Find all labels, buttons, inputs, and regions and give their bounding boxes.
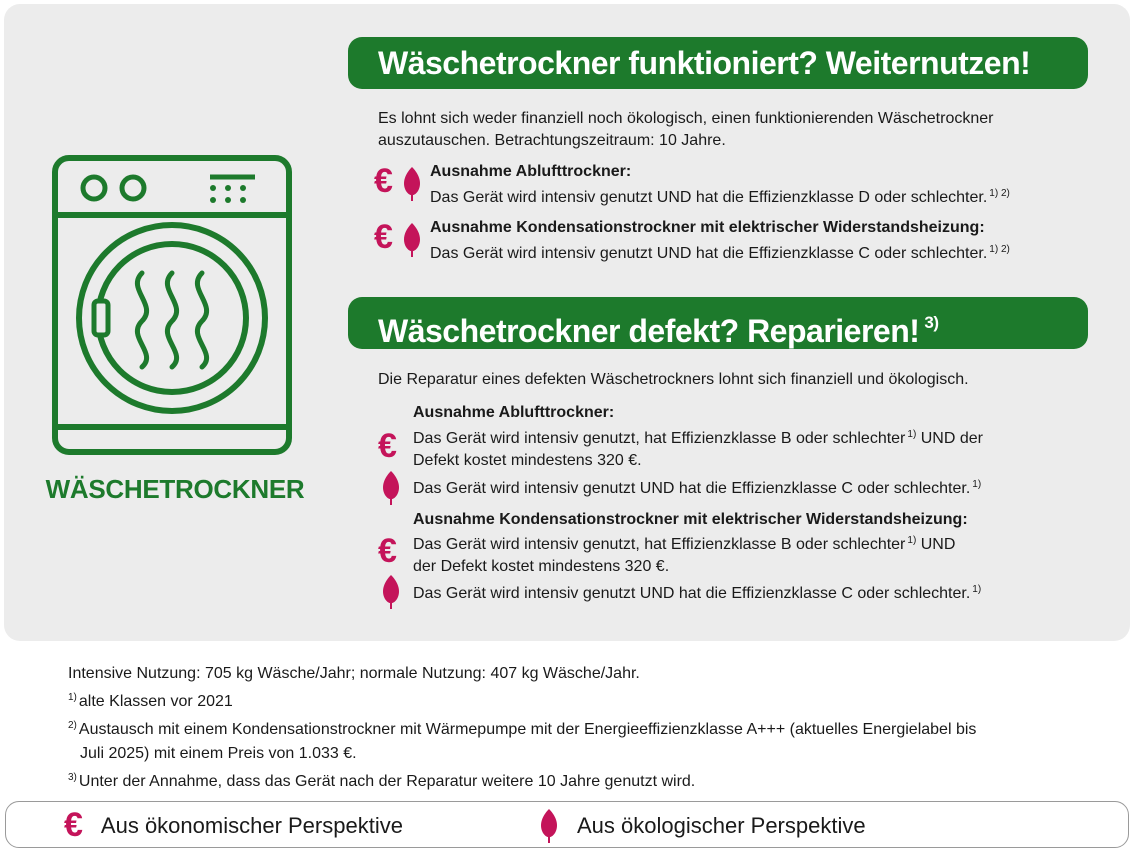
- s2-exception-1-ecological: Das Gerät wird intensiv genutzt UND hat die Effizienzklasse C oder schlechter. $^{1)}$: [413, 479, 982, 497]
- euro-icon: €: [374, 218, 393, 256]
- footnote-ref: 1) 2): [989, 188, 1010, 199]
- euro-icon: €: [378, 532, 397, 570]
- s1-exception-ablufttrockner: [430, 161, 1120, 209]
- s1-exception-1-title: Ausnahme Ablufttrockner:: [430, 163, 632, 180]
- legend-economic: [64, 802, 403, 849]
- euro-icon: €: [64, 806, 83, 844]
- legend-ecological-label: Aus ökologischer Perspektive: [577, 812, 866, 838]
- s2-exception-1-title: Ausnahme Ablufttrockner:: [413, 404, 615, 421]
- usage-note: Intensive Nutzung: 705 kg Wäsche/Jahr; normale Nutzung: 407 kg Wäsche/Jahr.: [68, 665, 640, 682]
- euro-icon: €: [374, 162, 393, 200]
- s1-exception-2-text: Das Gerät wird intensiv genutzt UND hat die Effizienzklasse C oder schlechter.: [430, 245, 988, 262]
- dryer-label: WÄSCHETROCKNER: [45, 474, 305, 504]
- footnote-ref: 1) 2): [989, 244, 1010, 255]
- footnote-3: $^{3)}$ Unter der Annahme, dass das Gerät nach der Reparatur weitere 10 Jahre genutzt wird.: [68, 772, 696, 790]
- s1-exception-kondensationstrockner: [430, 217, 1120, 265]
- section1-intro-line1: Es lohnt sich weder finanziell noch ökologisch, einen funktionierenden Wäschetrockner: [378, 110, 994, 127]
- s2-exception-2-title: Ausnahme Kondensationstrockner mit elektrischer Widerstandsheizung:: [413, 511, 968, 528]
- leaf-icon: [539, 808, 559, 844]
- section1-intro-line2: auszutauschen. Betrachtungszeitraum: 10 Jahre.: [378, 132, 726, 149]
- s2-exception-2-ecological: Das Gerät wird intensiv genutzt UND hat die Effizienzklasse C oder schlechter. $^{1)}$: [413, 584, 982, 602]
- section2-title-footnote: 3): [924, 313, 939, 332]
- footnote-2: $^{2)}$ Austausch mit einem Kondensationstrockner mit Wärmepumpe mit der Energieeffizienzklasse A+++ (aktuelles Energielabel bis: [68, 720, 977, 738]
- dryer-icon: [52, 155, 292, 455]
- s2-exception-1-economic: Das Gerät wird intensiv genutzt, hat Effizienzklasse B oder schlechter $^{1)}$ UND der Defekt kostet mindestens 320 €.: [413, 429, 983, 469]
- s1-exception-2-title: Ausnahme Kondensationstrockner mit elektrischer Widerstandsheizung:: [430, 219, 985, 236]
- section1-title-banner: [348, 37, 1088, 89]
- s1-exception-1-text: Das Gerät wird intensiv genutzt UND hat die Effizienzklasse D oder schlechter.: [430, 189, 988, 206]
- footnote-1: $^{1)}$ alte Klassen vor 2021: [68, 692, 233, 710]
- leaf-icon: [381, 574, 401, 610]
- legend: [5, 801, 1129, 848]
- euro-icon: €: [378, 427, 397, 465]
- leaf-icon: [402, 166, 422, 202]
- section2-title: Wäschetrockner defekt? Reparieren!: [378, 313, 920, 349]
- footnote-2-cont: Juli 2025) mit einem Preis von 1.033 €.: [80, 745, 357, 762]
- legend-economic-label: Aus ökonomischer Perspektive: [100, 812, 403, 838]
- section1-title: Wäschetrockner funktioniert? Weiternutzen!: [378, 45, 1031, 81]
- section2-intro: Die Reparatur eines defekten Wäschetrockners lohnt sich finanziell und ökologisch.: [378, 371, 969, 388]
- s2-exception-2-economic: Das Gerät wird intensiv genutzt, hat Effizienzklasse B oder schlechter $^{1)}$ UND der Defekt kostet mindestens 320 €.: [413, 535, 956, 575]
- section2-title-banner: [348, 297, 1088, 349]
- leaf-icon: [402, 222, 422, 258]
- leaf-icon: [381, 470, 401, 506]
- legend-ecological: [539, 802, 866, 849]
- section1-intro: [378, 108, 1098, 152]
- footnotes: [68, 662, 1108, 794]
